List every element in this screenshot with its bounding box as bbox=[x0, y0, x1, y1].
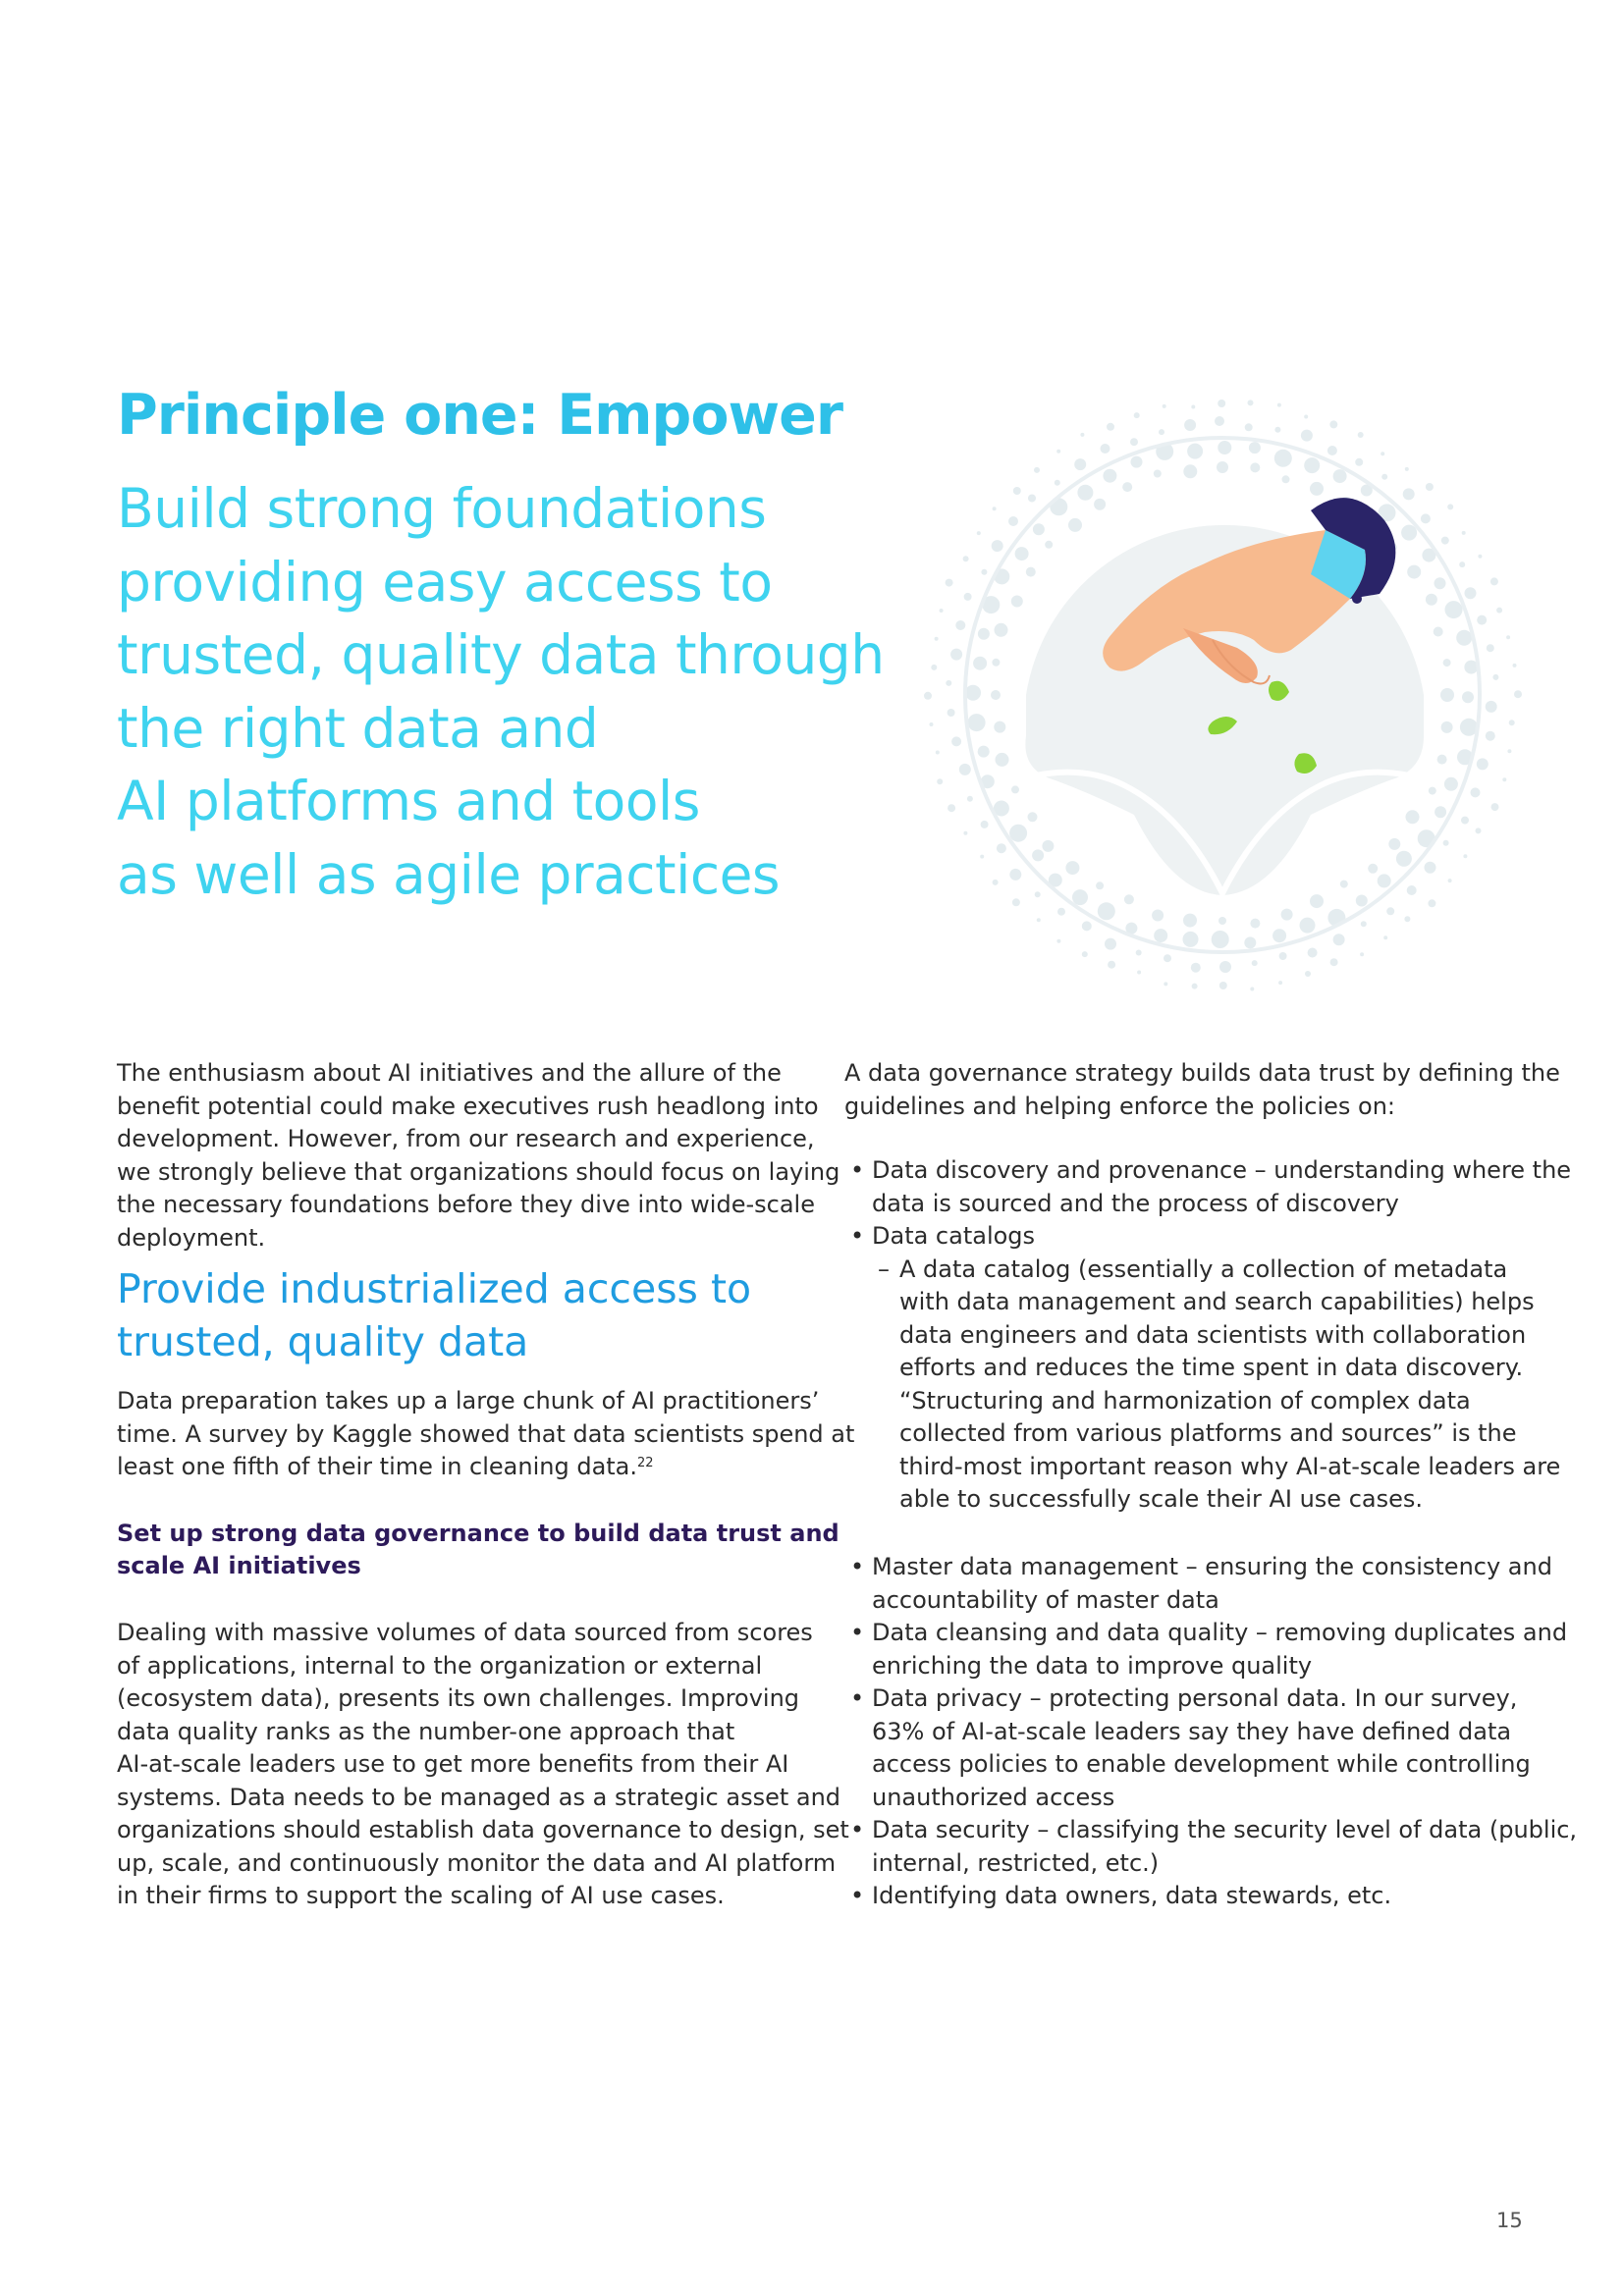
ring-dot bbox=[1277, 403, 1281, 407]
ring-dot bbox=[993, 507, 997, 510]
ring-dot bbox=[1096, 881, 1104, 889]
ring-dot bbox=[1477, 615, 1487, 625]
ring-dot bbox=[1435, 577, 1446, 589]
ring-dot bbox=[1009, 825, 1027, 842]
ring-dot bbox=[1105, 938, 1116, 950]
text-line: we strongly believe that organizations should focus on laying bbox=[117, 1157, 840, 1186]
ring-dot bbox=[1192, 984, 1198, 989]
ring-dot bbox=[1191, 963, 1201, 973]
subtitle-line: providing easy access to bbox=[117, 550, 773, 614]
ring-dot bbox=[1490, 577, 1498, 585]
ring-dot bbox=[980, 855, 984, 859]
ring-dot bbox=[1333, 934, 1345, 945]
ring-dot bbox=[1434, 627, 1443, 637]
ring-dot bbox=[1404, 916, 1410, 922]
ring-dot bbox=[1463, 854, 1467, 858]
ring-dot bbox=[992, 540, 1003, 552]
ring-dot bbox=[963, 831, 967, 835]
text-line: development. However, from our research and experience, bbox=[117, 1125, 815, 1152]
ring-dot bbox=[1218, 400, 1225, 407]
text-line: AI-at-scale leaders use to get more benefits from their AI bbox=[117, 1750, 789, 1778]
ring-dot bbox=[1098, 902, 1115, 920]
ring-dot bbox=[1134, 412, 1140, 418]
subtitle-line: Build strong foundations bbox=[117, 477, 767, 540]
ring-dot bbox=[1300, 918, 1316, 934]
ring-dot bbox=[1164, 954, 1171, 962]
ring-dot bbox=[1496, 608, 1502, 614]
ring-dot bbox=[992, 659, 1000, 667]
ring-dot bbox=[1465, 587, 1477, 599]
heading-line: Provide industrialized access to bbox=[117, 1265, 752, 1312]
text-line: of applications, internal to the organization or external bbox=[117, 1651, 763, 1680]
ring-dot bbox=[1279, 952, 1287, 960]
ring-dot bbox=[1056, 939, 1060, 943]
ring-dot bbox=[1042, 840, 1054, 852]
ring-dot bbox=[965, 685, 981, 701]
ring-dot bbox=[1249, 442, 1261, 454]
ring-dot bbox=[1101, 444, 1110, 454]
ring-dot bbox=[1330, 958, 1338, 966]
list-item bbox=[844, 1617, 1568, 1682]
ring-dot bbox=[935, 637, 939, 641]
ring-dot bbox=[1507, 749, 1511, 753]
ring-dot bbox=[1491, 803, 1499, 811]
page-number: 15 bbox=[1496, 2209, 1523, 2232]
list-item bbox=[844, 1154, 1572, 1220]
ring-dot bbox=[1340, 881, 1348, 888]
ring-dot bbox=[1008, 516, 1018, 526]
ring-dot bbox=[996, 753, 1009, 767]
ring-dot bbox=[1440, 688, 1454, 702]
ring-dot bbox=[947, 709, 955, 717]
ring-dot bbox=[1012, 898, 1020, 906]
text-line: deployment. bbox=[117, 1223, 266, 1252]
ring-dot bbox=[991, 690, 1001, 700]
subtitle-line: the right data and bbox=[117, 696, 599, 760]
ring-dot bbox=[1421, 513, 1431, 523]
ring-dot bbox=[978, 746, 990, 758]
ring-dot bbox=[1131, 456, 1143, 468]
text-line: • Identifying data owners, data stewards, etc. bbox=[872, 1882, 1392, 1909]
ring-dot bbox=[1405, 467, 1409, 471]
ring-dot bbox=[1360, 952, 1364, 956]
text-line: “Structuring and harmonization of complex data bbox=[899, 1386, 1471, 1415]
ring-dot bbox=[1164, 982, 1167, 986]
text-line: A data governance strategy builds data trust by defining the bbox=[844, 1059, 1560, 1087]
text-line: Dealing with massive volumes of data sourced from scores bbox=[117, 1619, 813, 1646]
text-line: • Data discovery and provenance – understanding where the bbox=[872, 1156, 1572, 1184]
ring-dot bbox=[1055, 480, 1060, 486]
ring-dot bbox=[1250, 919, 1260, 929]
text-line: up, scale, and continuously monitor the data and AI platform bbox=[117, 1848, 837, 1877]
text-line: data is sourced and the process of discovery bbox=[872, 1189, 1399, 1217]
ring-dot bbox=[1437, 755, 1447, 765]
text-line: – A data catalog (essentially a collection of metadata bbox=[899, 1255, 1508, 1283]
ring-dot bbox=[1435, 806, 1446, 818]
text-line: time. A survey by Kaggle showed that data scientists spend at bbox=[117, 1419, 855, 1448]
text-segment: least one fifth of their time in cleaning data. bbox=[117, 1453, 638, 1480]
ring-dot bbox=[936, 751, 940, 755]
ring-dot bbox=[1502, 777, 1506, 781]
ring-dot bbox=[981, 821, 989, 828]
ring-dot bbox=[1184, 419, 1196, 431]
ring-dot bbox=[1429, 787, 1436, 795]
ring-dot bbox=[1310, 894, 1324, 908]
list-item bbox=[844, 1880, 1551, 1913]
ring-dot bbox=[1103, 469, 1116, 483]
list-item bbox=[844, 1814, 1578, 1880]
subheading-line: Set up strong data governance to build data trust and bbox=[117, 1520, 839, 1547]
intro-paragraph bbox=[117, 1057, 839, 1255]
text-line: • Data cleansing and data quality – removing duplicates and bbox=[872, 1619, 1568, 1646]
ring-dot bbox=[1252, 960, 1258, 966]
ring-dot bbox=[1304, 457, 1320, 473]
text-line: guidelines and helping enforce the policies on: bbox=[844, 1092, 1396, 1120]
ring-dot bbox=[1191, 405, 1195, 409]
ring-dot bbox=[997, 843, 1006, 853]
hand-sprinkling-leaves-icon bbox=[889, 383, 1527, 1001]
ring-dot bbox=[1122, 482, 1132, 492]
ring-dot bbox=[1154, 470, 1162, 478]
ring-dot bbox=[1380, 452, 1384, 455]
ring-dot bbox=[950, 649, 962, 661]
ring-dot bbox=[1077, 485, 1093, 501]
list-item bbox=[844, 1551, 1551, 1617]
ring-dot bbox=[1426, 483, 1434, 491]
ring-dot bbox=[937, 778, 943, 784]
ring-dot bbox=[1278, 981, 1282, 985]
ring-dot bbox=[1028, 812, 1038, 822]
governance-intro-paragraph bbox=[844, 1057, 1560, 1123]
ring-dot bbox=[1459, 561, 1465, 567]
ring-dot bbox=[1159, 429, 1164, 435]
ring-dot bbox=[1308, 948, 1318, 958]
text-line: third-most important reason why AI-at-scale leaders are bbox=[899, 1452, 1561, 1480]
ring-dot bbox=[1033, 523, 1045, 535]
ring-dot bbox=[955, 620, 965, 630]
ring-dot bbox=[1037, 918, 1041, 922]
ring-dot bbox=[1094, 499, 1106, 510]
ring-dot bbox=[1212, 931, 1229, 948]
ring-dot bbox=[1244, 936, 1256, 948]
text-line: with data management and search capabilities) helps bbox=[899, 1288, 1535, 1315]
ring-dot bbox=[1492, 674, 1498, 680]
ring-dot bbox=[993, 880, 999, 885]
ring-dot bbox=[1388, 838, 1400, 850]
ring-dot bbox=[1183, 932, 1199, 947]
text-line: • Data catalogs bbox=[872, 1222, 1036, 1250]
ring-dot bbox=[1282, 475, 1290, 483]
ring-dot bbox=[1057, 908, 1065, 916]
ring-dot bbox=[1403, 488, 1415, 500]
ring-dot bbox=[1428, 899, 1435, 907]
ring-dot bbox=[973, 657, 987, 670]
text-line: access policies to enable development while controlling bbox=[872, 1750, 1531, 1778]
ring-dot bbox=[1250, 988, 1254, 991]
ring-dot bbox=[931, 665, 937, 670]
data-volumes-paragraph bbox=[117, 1617, 849, 1913]
text-line: able to successfully scale their AI use cases. bbox=[899, 1485, 1423, 1513]
ring-dot bbox=[1065, 861, 1079, 875]
ring-dot bbox=[1281, 909, 1293, 921]
text-line: in their firms to support the scaling of AI use cases. bbox=[117, 1882, 725, 1909]
ring-dot bbox=[1045, 541, 1053, 549]
ring-dot bbox=[946, 680, 951, 686]
text-line: collected from various platforms and sources” is the bbox=[899, 1419, 1517, 1447]
ring-dot bbox=[1443, 659, 1451, 667]
ring-dot bbox=[1355, 458, 1363, 466]
ring-dot bbox=[1358, 432, 1364, 438]
ring-dot bbox=[1396, 851, 1412, 867]
ring-dot bbox=[1245, 423, 1253, 431]
text-line: enriching the data to improve quality bbox=[872, 1651, 1313, 1680]
ring-dot bbox=[940, 609, 944, 613]
text-line: • Data privacy – protecting personal data. In our survey, bbox=[872, 1684, 1518, 1712]
ring-dot bbox=[1183, 464, 1197, 478]
ring-dot bbox=[1274, 450, 1292, 467]
ring-dot bbox=[1107, 423, 1114, 431]
governance-bullet-list-continued bbox=[844, 1551, 1578, 1913]
ring-dot bbox=[977, 531, 981, 535]
page-subtitle bbox=[117, 472, 922, 911]
ring-dot bbox=[1471, 787, 1481, 797]
ring-dot bbox=[1477, 758, 1489, 770]
ring-dot bbox=[1163, 404, 1166, 408]
ring-dot bbox=[1327, 446, 1337, 455]
sub-list-item bbox=[844, 1254, 1561, 1517]
list-item bbox=[844, 1682, 1551, 1814]
ring-dot bbox=[1361, 921, 1367, 927]
text-line: efforts and reduces the time spent in data discovery. bbox=[899, 1354, 1524, 1381]
ring-dot bbox=[1383, 935, 1387, 939]
text-line: 63% of AI-at-scale leaders say they have defined data bbox=[872, 1717, 1512, 1745]
ring-dot bbox=[1056, 450, 1060, 454]
ring-dot bbox=[1378, 874, 1391, 887]
ring-dot bbox=[1301, 430, 1313, 442]
ring-dot bbox=[1217, 461, 1228, 473]
ring-dot bbox=[1218, 917, 1226, 925]
governance-bullet-list bbox=[844, 1154, 1572, 1517]
ring-dot bbox=[1310, 482, 1324, 496]
ring-dot bbox=[1462, 531, 1466, 535]
text-line: The enthusiasm about AI initiatives and the allure of the bbox=[117, 1059, 782, 1087]
ring-dot bbox=[1401, 525, 1417, 541]
ring-dot bbox=[1386, 907, 1394, 915]
ring-dot bbox=[1082, 921, 1092, 931]
ring-dot bbox=[1026, 567, 1036, 577]
text-line: benefit potential could make executives rush headlong into bbox=[117, 1092, 819, 1120]
ring-dot bbox=[1068, 518, 1082, 532]
ring-dot bbox=[1509, 720, 1515, 725]
ring-dot bbox=[946, 579, 953, 587]
ring-dot bbox=[1461, 817, 1469, 825]
ring-dot bbox=[1486, 731, 1495, 741]
ring-dot bbox=[1441, 537, 1449, 545]
ring-dot bbox=[1074, 458, 1086, 470]
ring-dot bbox=[1013, 487, 1021, 495]
ring-dot bbox=[1368, 864, 1378, 874]
ring-dot bbox=[1462, 691, 1474, 703]
ring-dot bbox=[963, 556, 969, 561]
text-line: • Master data management – ensuring the consistency and bbox=[872, 1553, 1552, 1580]
ring-dot bbox=[1080, 433, 1084, 437]
ring-dot bbox=[981, 569, 987, 575]
ring-dot bbox=[1015, 547, 1029, 561]
ring-dot bbox=[1154, 929, 1167, 942]
text-line: data quality ranks as the number-one approach that bbox=[117, 1717, 735, 1745]
text-line: • Data security – classifying the security level of data (public, bbox=[872, 1816, 1578, 1843]
ring-dot bbox=[964, 593, 972, 601]
ring-dot bbox=[1219, 982, 1227, 989]
ring-dot bbox=[968, 714, 986, 731]
ring-dot bbox=[1136, 950, 1142, 956]
ring-dot bbox=[1272, 929, 1286, 942]
text-line: internal, restricted, etc.) bbox=[872, 1848, 1160, 1877]
ring-dot bbox=[1487, 644, 1494, 652]
text-line: the necessary foundations before they dive into wide-scale bbox=[117, 1191, 815, 1218]
ring-dot bbox=[1215, 416, 1224, 426]
page-title: Principle one: Empower bbox=[117, 383, 842, 448]
ring-dot bbox=[1124, 894, 1134, 904]
ring-dot bbox=[967, 796, 973, 802]
ring-dot bbox=[951, 736, 961, 746]
ring-dot bbox=[1183, 914, 1197, 928]
ring-dot bbox=[1447, 504, 1453, 509]
list-item bbox=[844, 1220, 1551, 1254]
ring-dot bbox=[1443, 840, 1449, 846]
section-heading bbox=[117, 1262, 751, 1368]
ring-dot bbox=[1426, 594, 1437, 606]
text-line: data engineers and data scientists with collaboration bbox=[899, 1320, 1527, 1349]
ring-dot bbox=[1035, 891, 1041, 897]
text-line bbox=[117, 1451, 854, 1484]
ring-dot bbox=[1011, 785, 1019, 793]
subtitle-line: as well as agile practices bbox=[117, 842, 781, 906]
ring-dot bbox=[1407, 885, 1417, 895]
text-line: (ecosystem data), presents its own challenges. Improving bbox=[117, 1684, 800, 1712]
subheading-line: scale AI initiatives bbox=[117, 1552, 361, 1579]
subtitle-line: AI platforms and tools bbox=[117, 770, 700, 832]
ring-dot bbox=[1456, 630, 1472, 646]
ring-dot bbox=[1441, 721, 1453, 733]
ring-dot bbox=[1407, 565, 1421, 579]
text-line: systems. Data needs to be managed as a strategic asset and bbox=[117, 1783, 841, 1811]
ring-dot bbox=[1381, 474, 1387, 480]
text-line: unauthorized access bbox=[872, 1783, 1115, 1811]
text-line: Data preparation takes up a large chunk of AI practitioners’ bbox=[117, 1387, 820, 1415]
footnote-ref: 22 bbox=[637, 1456, 654, 1470]
ring-dot bbox=[1329, 420, 1337, 428]
ring-dot bbox=[1152, 910, 1164, 922]
ring-dot bbox=[994, 721, 1005, 733]
ring-dot bbox=[1248, 400, 1254, 405]
ring-dot bbox=[1406, 810, 1420, 824]
ring-dot bbox=[1304, 415, 1308, 419]
ring-dot bbox=[1082, 951, 1088, 957]
ring-dot bbox=[1486, 701, 1497, 713]
ring-dot bbox=[930, 722, 934, 726]
ring-dot bbox=[1448, 879, 1452, 882]
ring-dot bbox=[1137, 971, 1141, 975]
ring-dot bbox=[1032, 849, 1044, 861]
ring-dot bbox=[947, 804, 955, 812]
text-line: organizations should establish data governance to design, set bbox=[117, 1816, 849, 1843]
heading-line: trusted, quality data bbox=[117, 1318, 529, 1365]
ring-dot bbox=[1028, 495, 1036, 503]
ring-dot bbox=[1274, 427, 1280, 433]
ring-dot bbox=[1218, 441, 1231, 454]
ring-dot bbox=[924, 692, 932, 700]
ring-dot bbox=[1445, 601, 1463, 618]
ring-dot bbox=[1250, 462, 1260, 472]
ring-dot bbox=[1356, 895, 1368, 907]
ring-dot bbox=[1219, 961, 1231, 973]
ring-dot bbox=[1444, 777, 1458, 791]
ring-dot bbox=[1130, 438, 1138, 446]
ring-dot bbox=[1108, 961, 1115, 969]
ring-dot bbox=[995, 623, 1008, 637]
ring-dot bbox=[1034, 467, 1040, 473]
subtitle-line: trusted, quality data through bbox=[117, 623, 885, 686]
ring-dot bbox=[1333, 469, 1347, 483]
data-preparation-paragraph bbox=[117, 1385, 854, 1484]
ring-dot bbox=[1513, 664, 1517, 667]
ring-dot bbox=[1187, 444, 1203, 459]
ring-dot bbox=[1476, 828, 1482, 833]
ring-dot bbox=[1011, 596, 1023, 608]
ring-dot bbox=[1009, 869, 1021, 881]
ring-dot bbox=[1478, 555, 1482, 559]
ring-dot bbox=[978, 628, 990, 640]
ring-dot bbox=[1425, 862, 1436, 874]
governance-subheading bbox=[117, 1518, 839, 1582]
ring-dot bbox=[1305, 971, 1311, 977]
ring-dot bbox=[959, 764, 971, 775]
ring-dot bbox=[1072, 889, 1088, 905]
text-line: accountability of master data bbox=[872, 1585, 1219, 1614]
ring-dot bbox=[1506, 635, 1510, 639]
ring-dot bbox=[1514, 690, 1522, 698]
